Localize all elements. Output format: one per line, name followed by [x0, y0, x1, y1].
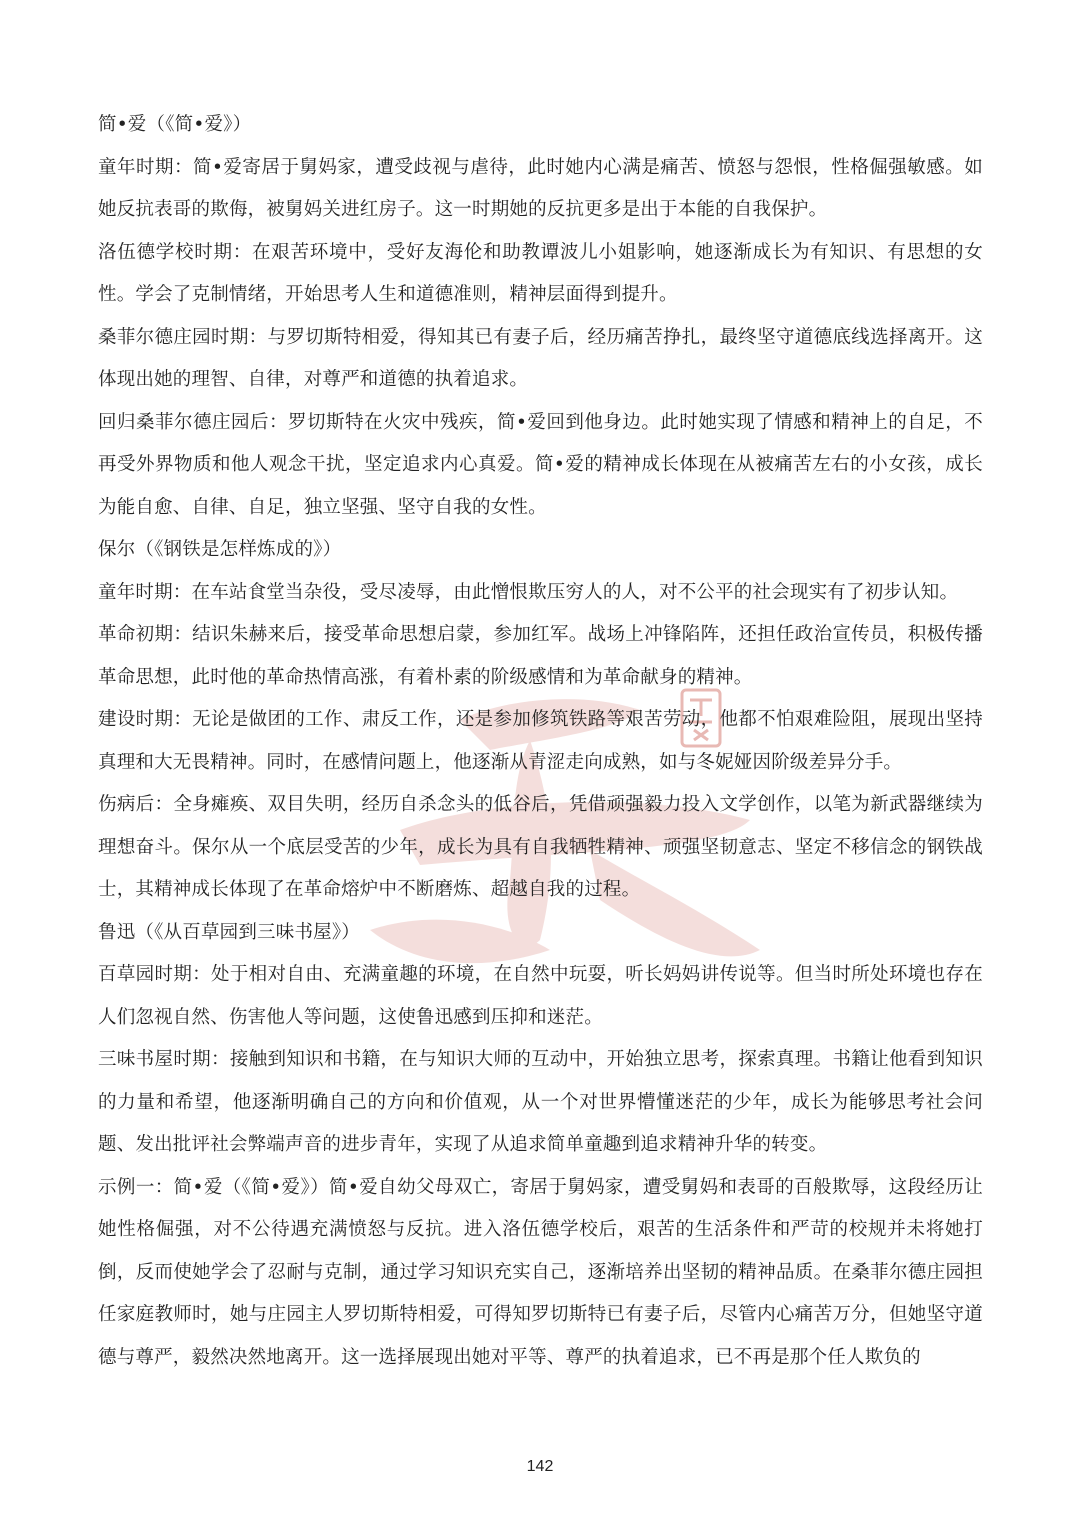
document-body	[98, 104, 983, 1379]
paragraph: 伤病后：全身瘫痪、双目失明，经历自杀念头的低谷后，凭借顽强毅力投入文学创作，以笔为新武器继续为理想奋斗。保尔从一个底层受苦的少年，成长为具有自我牺牲精神、顽强坚韧意志、坚定不移信念的钢铁战士，其精神成长体现了在革命熔炉中不断磨炼、超越自我的过程。	[98, 794, 983, 900]
heading-pavel: 保尔（《钢铁是怎样炼成的》）	[98, 539, 342, 560]
paragraph: 百草园时期：处于相对自由、充满童趣的环境，在自然中玩耍，听长妈妈讲传说等。但当时所处环境也存在人们忽视自然、伤害他人等问题，这使鲁迅感到压抑和迷茫。	[98, 964, 983, 1028]
paragraph: 桑菲尔德庄园时期：与罗切斯特相爱，得知其已有妻子后，经历痛苦挣扎，最终坚守道德底线选择离开。这体现出她的理智、自律，对尊严和道德的执着追求。	[98, 326, 983, 390]
paragraph: 洛伍德学校时期：在艰苦环境中，受好友海伦和助教谭波儿小姐影响，她逐渐成长为有知识、有思想的女性。学会了克制情绪，开始思考人生和道德准则，精神层面得到提升。	[98, 241, 983, 305]
paragraph: 童年时期：在车站食堂当杂役，受尽凌辱，由此憎恨欺压穷人的人，对不公平的社会现实有了初步认知。	[98, 581, 959, 603]
paragraph: 童年时期：简•爱寄居于舅妈家，遭受歧视与虐待，此时她内心满是痛苦、愤怒与怨恨，性格倔强敏感。如她反抗表哥的欺侮，被舅妈关进红房子。这一时期她的反抗更多是出于本能的自我保护。	[98, 156, 983, 220]
heading-lu-xun: 鲁迅（《从百草园到三味书屋》）	[98, 921, 361, 943]
paragraph: 革命初期：结识朱赫来后，接受革命思想启蒙，参加红军。战场上冲锋陷阵，还担任政治宣传员，积极传播革命思想，此时他的革命热情高涨，有着朴素的阶级感情和为革命献身的精神。	[98, 624, 983, 688]
paragraph: 回归桑菲尔德庄园后：罗切斯特在火灾中残疾，简•爱回到他身边。此时她实现了情感和精神上的自足，不再受外界物质和他人观念干扰，坚定追求内心真爱。简•爱的精神成长体现在从被痛苦左右的小女孩，成长为能自愈、自律、自足，独立坚强、坚守自我的女性。	[98, 411, 983, 518]
paragraph: 示例一：简•爱（《简•爱》）简•爱自幼父母双亡，寄居于舅妈家，遭受舅妈和表哥的百般欺辱，这段经历让她性格倔强，对不公待遇充满愤怒与反抗。进入洛伍德学校后，艰苦的生活条件和严苛的校规并未将她打倒，反而使她学会了忍耐与克制，通过学习知识充实自己，逐渐培养出坚韧的精神品质。在桑菲尔德庄园担任家庭教师时，她与庄园主人罗切斯特相爱，可得知罗切斯特已有妻子后，尽管内心痛苦万分，但她坚守道德与尊严，毅然决然地离开。这一选择展现出她对平等、尊严的执着追求，已不再是那个任人欺负的	[98, 1176, 983, 1368]
paragraph: 三味书屋时期：接触到知识和书籍，在与知识大师的互动中，开始独立思考，探索真理。书籍让他看到知识的力量和希望，他逐渐明确自己的方向和价值观，从一个对世界懵懂迷茫的少年，成长为能够思考社会问题、发出批评社会弊端声音的进步青年，实现了从追求简单童趣到追求精神升华的转变。	[98, 1049, 983, 1155]
paragraph: 建设时期：无论是做团的工作、肃反工作，还是参加修筑铁路等艰苦劳动，他都不怕艰难险阻，展现出坚持真理和大无畏精神。同时，在感情问题上，他逐渐从青涩走向成熟，如与冬妮娅因阶级差异分手。	[98, 709, 983, 773]
heading-jane-eyre: 简•爱（《简•爱》）	[98, 114, 252, 135]
page-number: 142	[526, 1458, 554, 1475]
